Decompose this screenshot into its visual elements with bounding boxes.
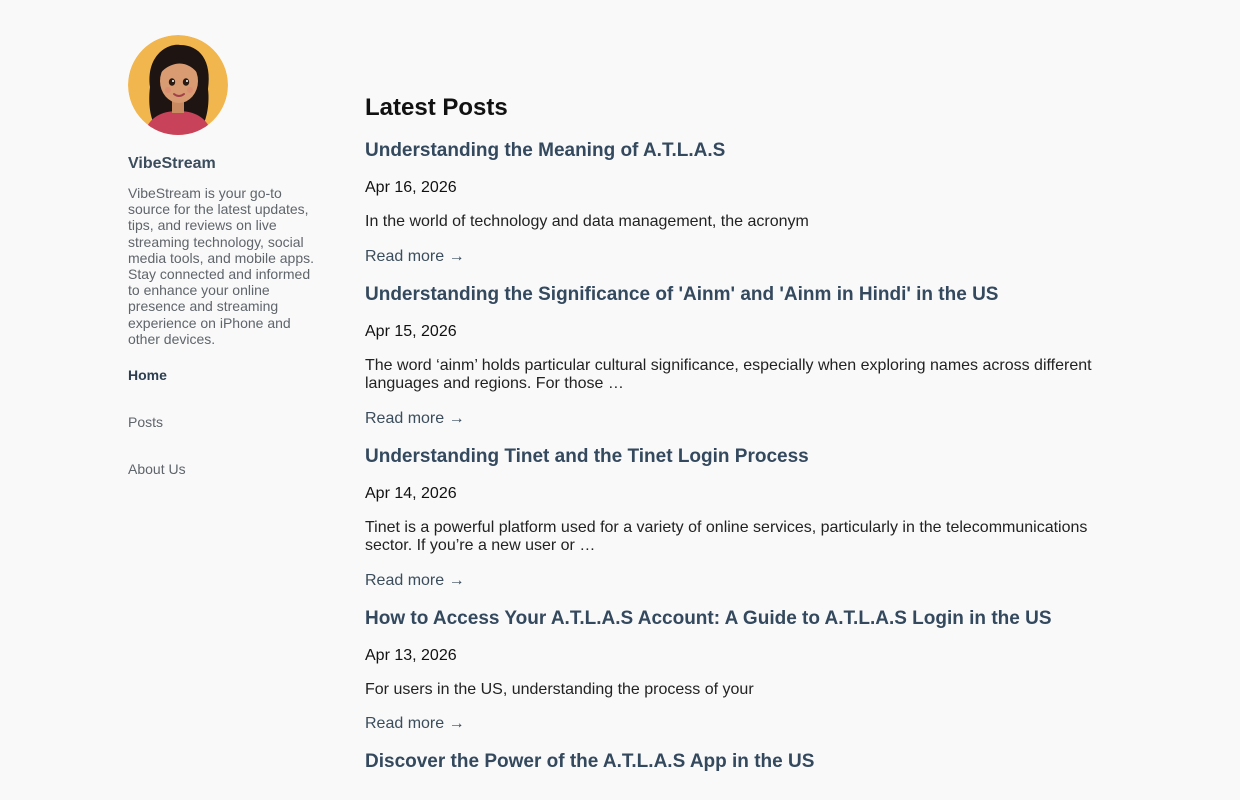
post-item (365, 751, 1125, 773)
sidebar-nav (128, 367, 318, 477)
post-excerpt: For users in the US, understanding the process of your (365, 680, 754, 698)
sidebar (128, 35, 318, 508)
nav-item-about-us[interactable]: About Us (128, 461, 186, 478)
post-title-link[interactable]: Understanding the Meaning of A.T.L.A.S (365, 140, 726, 161)
post-date: Apr 14, 2026 (365, 484, 457, 502)
post-title-link[interactable]: Discover the Power of the A.T.L.A.S App in the US (365, 751, 815, 772)
avatar[interactable] (128, 35, 228, 135)
read-more-link[interactable]: Read more → (365, 409, 465, 427)
post-item (365, 446, 1125, 590)
post-item (365, 140, 1125, 266)
post-excerpt: In the world of technology and data management, the acronym (365, 213, 809, 230)
post-title-link[interactable]: Understanding the Significance of 'Ainm' and 'Ainm in Hindi' in the US (365, 283, 999, 305)
post-date: Apr 15, 2026 (365, 322, 457, 340)
section-title: Latest Posts (365, 94, 508, 121)
post-item (365, 284, 1125, 428)
post-date: Apr 13, 2026 (365, 646, 457, 664)
nav-item-home[interactable]: Home (128, 367, 167, 384)
post-date: Apr 16, 2026 (365, 179, 457, 196)
read-more-link[interactable]: Read more → (365, 247, 465, 265)
post-title-link[interactable]: How to Access Your A.T.L.A.S Account: A Guide to A.T.L.A.S Login in the US (365, 607, 1052, 629)
post-title-link[interactable]: Understanding Tinet and the Tinet Login Process (365, 445, 809, 467)
site-description: VibeStream is your go-to source for the latest updates, tips, and reviews on live streaming technology, social media tools, and mobile apps. Stay connected and informed to enhance your online presence and streaming experience on iPhone and other devices. (128, 185, 314, 347)
read-more-link[interactable]: Read more → (365, 715, 465, 732)
main-content (365, 94, 1125, 791)
site-name[interactable]: VibeStream (128, 155, 216, 172)
avatar-illustration (128, 35, 228, 135)
read-more-link[interactable]: Read more → (365, 571, 465, 589)
post-excerpt: The word ‘ainm’ holds particular cultural significance, especially when exploring names across different languages and regions. For those … (365, 356, 1092, 392)
post-item (365, 608, 1125, 734)
post-excerpt: Tinet is a powerful platform used for a variety of online services, particularly in the telecommunications sector. If you’re a new user or … (365, 518, 1088, 554)
nav-item-posts[interactable]: Posts (128, 414, 164, 431)
